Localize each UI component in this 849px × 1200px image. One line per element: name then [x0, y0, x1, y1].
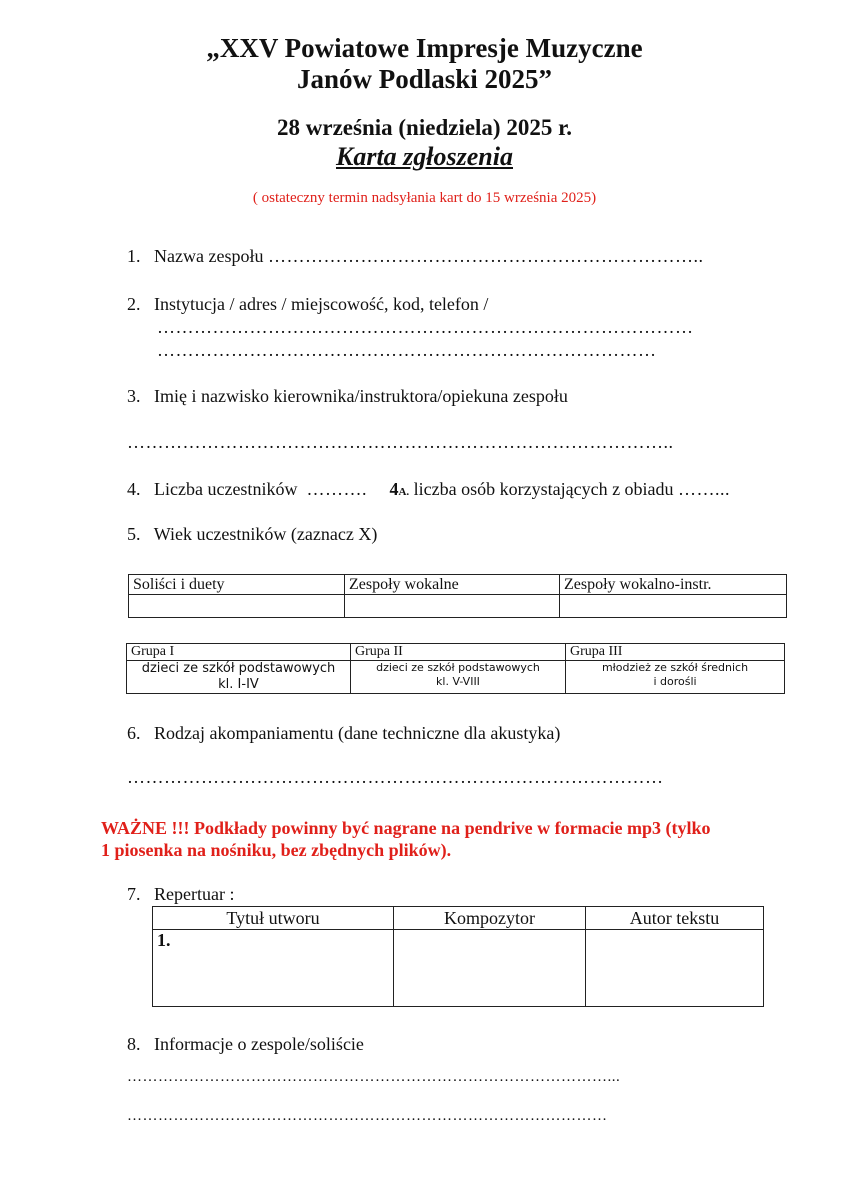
item-1: [127, 246, 703, 267]
fill-line[interactable]: ……………………………………………………………………………: [127, 767, 664, 787]
item-number: 8.: [127, 1034, 141, 1054]
age-group-table: [126, 643, 785, 694]
header-cell: Kompozytor: [394, 907, 586, 930]
item-number: 3.: [127, 386, 141, 406]
header-cell: Grupa II: [351, 644, 566, 661]
important-line-2: 1 piosenka na nośniku, bez zbędnych plików).: [101, 840, 452, 860]
item-label: Liczba uczestników: [154, 479, 298, 499]
header-cell: Grupa III: [566, 644, 785, 661]
table-row: [129, 595, 787, 618]
fill-line[interactable]: ……………………………………………………………………………: [157, 317, 694, 337]
composer-cell[interactable]: [394, 930, 586, 1007]
item-7: [127, 884, 234, 905]
header-cell: Soliści i duety: [129, 575, 345, 595]
group-2-description[interactable]: dzieci ze szkół podstawowych kl. V-VIII: [351, 661, 566, 694]
header-cell: Grupa I: [127, 644, 351, 661]
important-note: [101, 817, 711, 861]
lyricist-cell[interactable]: [586, 930, 764, 1007]
item-label: Repertuar :: [154, 884, 235, 904]
header-cell: Tytuł utworu: [153, 907, 394, 930]
row-number: 1.: [157, 930, 171, 950]
card-title: Karta zgłoszenia: [336, 142, 513, 171]
item-number: 5.: [127, 524, 141, 544]
table-header-row: [127, 644, 785, 661]
item-5: [127, 524, 377, 545]
title-cell[interactable]: [153, 930, 394, 1007]
title-line-2: Janów Podlaski 2025”: [296, 64, 553, 94]
item-number: 2.: [127, 294, 141, 314]
item-label: Instytucja / adres / miejscowość, kod, telefon /: [154, 294, 489, 314]
item-2: [127, 294, 488, 315]
item-6: [127, 723, 560, 744]
fill-line[interactable]: …………………………………………………………………………………...: [127, 1069, 621, 1085]
item-label: Informacje o zespole/soliście: [154, 1034, 364, 1054]
table-header-row: [153, 907, 764, 930]
item-number: 1.: [127, 246, 141, 266]
important-line-1: WAŻNE !!! Podkłady powinny być nagrane na pendrive w formacie mp3 (tylko: [101, 818, 711, 838]
checkbox-cell[interactable]: [129, 595, 345, 618]
item-label: Wiek uczestników (zaznacz X): [153, 524, 378, 544]
event-date: 28 września (niedziela) 2025 r.: [277, 115, 572, 140]
category-table: [128, 574, 787, 618]
group-1-description[interactable]: dzieci ze szkół podstawowych kl. I-IV: [127, 661, 351, 694]
title-line-1: „XXV Powiatowe Impresje Muzyczne: [206, 33, 643, 63]
table-row: [153, 930, 764, 1007]
item-label: Nazwa zespołu: [154, 246, 264, 266]
item-4: [127, 479, 730, 500]
fill-line[interactable]: ……...: [678, 479, 731, 499]
item-label: Imię i nazwisko kierownika/instruktora/opiekuna zespołu: [154, 386, 568, 406]
item-8: [127, 1034, 364, 1055]
table-header-row: [129, 575, 787, 595]
fill-line[interactable]: ………………………………………………………………………: [157, 340, 657, 360]
item-number: 7.: [127, 884, 141, 904]
item-4a-number: 4A.: [389, 479, 410, 499]
header-cell: Zespoły wokalne: [345, 575, 560, 595]
fill-line[interactable]: ……………………………………………………………………………..: [127, 432, 674, 452]
item-label: Rodzaj akompaniamentu (dane techniczne dla akustyka): [154, 723, 561, 743]
checkbox-cell[interactable]: [345, 595, 560, 618]
item-label: liczba osób korzystających z obiadu: [413, 479, 674, 499]
deadline-note: ( ostateczny termin nadsyłania kart do 15 września 2025): [252, 190, 597, 206]
fill-line[interactable]: ……………………………………………………………..: [267, 246, 704, 266]
page-title: [0, 33, 849, 95]
repertoire-table: [152, 906, 764, 1007]
group-3-description[interactable]: młodzież ze szkół średnich i dorośli: [566, 661, 785, 694]
header-cell: Zespoły wokalno-instr.: [560, 575, 787, 595]
item-number: 4.: [127, 479, 141, 499]
item-number: 6.: [127, 723, 141, 743]
checkbox-cell[interactable]: [560, 595, 787, 618]
item-3: [127, 386, 568, 407]
table-row: [127, 661, 785, 694]
fill-line[interactable]: ……….: [306, 479, 367, 499]
header-cell: Autor tekstu: [586, 907, 764, 930]
fill-line[interactable]: …………………………………………………………………………………: [127, 1108, 608, 1124]
